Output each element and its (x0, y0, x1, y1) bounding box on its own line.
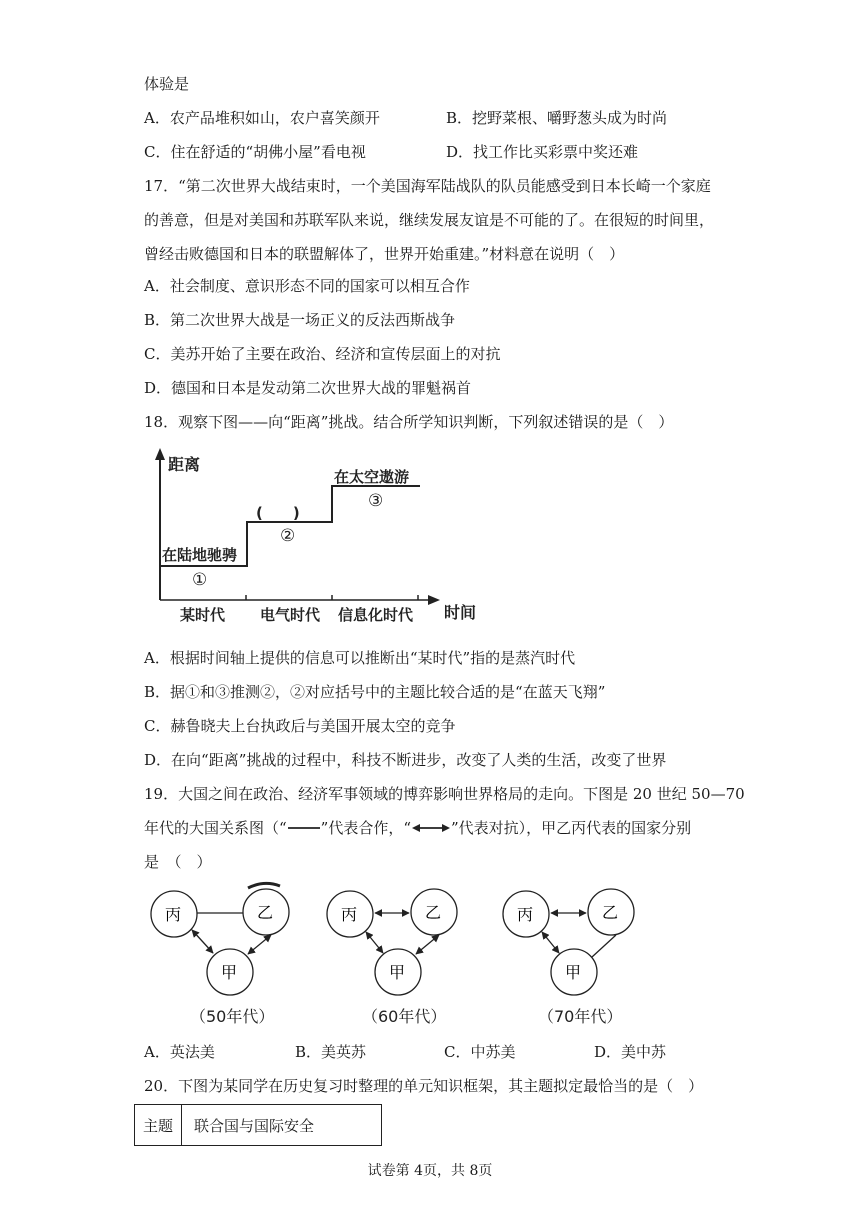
diagram-1960s (327, 889, 457, 1026)
link-b-a-oppose (248, 935, 271, 954)
label-c-1970s: 丙 (517, 905, 534, 924)
q17-option-a: A．社会制度、意识形态不同的国家可以相互合作 (144, 277, 470, 295)
distance-step-diagram (140, 440, 490, 630)
q20-stem: 20．下图为某同学在历史复习时整理的单元知识框架，其主题拟定最恰当的是（ ） (144, 1077, 704, 1095)
topic-table (134, 1104, 382, 1146)
label-b-1970s: 乙 (602, 903, 619, 922)
cooperation-line-symbol (287, 822, 321, 834)
q18-stem: 18．观察下图——向“距离”挑战。结合所学知识判断，下列叙述错误的是（ ） (144, 413, 674, 431)
y-axis-arrow (155, 448, 165, 460)
q19-stem-line-3: 是 （ ） (144, 853, 212, 871)
label-a-1960s: 甲 (389, 963, 406, 982)
step-1-number: ① (192, 570, 208, 590)
link-c-a-oppose (366, 932, 383, 953)
q16-stem-tail: 体验是 (144, 75, 190, 93)
q17-stem-line-1: 17．“第二次世界大战结束时，一个美国海军陆战队的队员能感受到日本长崎一个家庭 (144, 177, 711, 195)
era-label-3: 信息化时代 (338, 606, 414, 624)
label-c-1960s: 丙 (341, 905, 358, 924)
q17-stem-line-3: 曾经击败德国和日本的联盟解体了，世界开始重建。”材料意在说明（ ） (144, 245, 625, 263)
q16-option-c: C．住在舒适的“胡佛小屋”看电视 (144, 143, 366, 161)
label-a-1950s: 甲 (221, 963, 238, 982)
q19-legend-text-a: 年代的大国关系图（“ (144, 819, 287, 837)
era-label-1: 某时代 (180, 606, 226, 624)
q19-option-c: C．中苏美 (444, 1043, 516, 1061)
q19-option-a: A．英法美 (144, 1043, 215, 1061)
topic-label-cell: 主题 (135, 1105, 182, 1145)
step-2-title: ( ) (256, 504, 300, 522)
q19-option-d: D．美中苏 (594, 1043, 667, 1061)
x-axis-arrow (428, 595, 440, 605)
scan-mark (248, 883, 280, 888)
q19-stem-line-1: 19．大国之间在政治、经济军事领域的博弈影响世界格局的走向。下图是 20 世纪 50—70 (144, 785, 745, 803)
q18-option-c: C．赫鲁晓夫上台执政后与美国开展太空的竞争 (144, 717, 456, 735)
y-axis-label: 距离 (168, 455, 201, 474)
step-2-number: ② (280, 526, 296, 546)
opposition-arrow-symbol (411, 822, 451, 834)
q17-option-b: B．第二次世界大战是一场正义的反法西斯战争 (144, 311, 456, 329)
q17-option-c: C．美苏开始了主要在政治、经济和宣传层面上的对抗 (144, 345, 501, 363)
q17-stem-line-2: 的善意，但是对美国和苏联军队来说，继续发展友谊是不可能的了。在很短的时间里， (144, 211, 715, 229)
step-3-number: ③ (368, 491, 384, 511)
link-c-a-oppose (542, 932, 559, 953)
diagram-1970s (503, 889, 634, 1026)
q19-stem-line-2 (144, 818, 691, 838)
q16-option-d: D．找工作比买彩票中奖还难 (446, 143, 639, 161)
x-axis-label: 时间 (444, 603, 477, 622)
q17-option-d: D．德国和日本是发动第二次世界大战的罪魁祸首 (144, 379, 472, 397)
label-c-1950s: 丙 (165, 905, 182, 924)
q19-option-b: B．美英苏 (295, 1043, 367, 1061)
caption-1960s: （60年代） (362, 1007, 447, 1026)
q18-option-a: A．根据时间轴上提供的信息可以推断出“某时代”指的是蒸汽时代 (144, 649, 576, 667)
link-c-a-oppose (192, 930, 213, 953)
topic-value-cell: 联合国与国际安全 (194, 1116, 315, 1135)
caption-1970s: （70年代） (538, 1007, 623, 1026)
q18-option-d: D．在向“距离”挑战的过程中，科技不断进步，改变了人类的生活，改变了世界 (144, 751, 667, 769)
q18-option-b: B．据①和③推测②，②对应括号中的主题比较合适的是“在蓝天飞翔” (144, 683, 606, 701)
step-3-title: 在太空遨游 (334, 468, 410, 486)
label-b-1960s: 乙 (425, 903, 442, 922)
link-b-a-cooperate (592, 935, 616, 957)
label-a-1970s: 甲 (565, 963, 582, 982)
q16-option-a: A．农产品堆积如山，农户喜笑颜开 (144, 109, 380, 127)
page-footer: 试卷第 4页，共 8页 (367, 1163, 493, 1179)
link-b-a-oppose (416, 935, 439, 954)
step-1-title: 在陆地驰骋 (162, 546, 238, 564)
era-label-2: 电气时代 (260, 606, 321, 624)
q19-legend-text-b: ”代表合作，“ (320, 819, 412, 837)
relations-diagrams (140, 880, 660, 1032)
diagram-1950s (151, 883, 289, 1026)
label-b-1950s: 乙 (257, 903, 274, 922)
q16-option-b: B．挖野菜根、嚼野葱头成为时尚 (446, 109, 668, 127)
caption-1950s: （50年代） (190, 1007, 275, 1026)
q19-legend-text-c: ”代表对抗），甲乙丙代表的国家分别 (451, 819, 692, 837)
